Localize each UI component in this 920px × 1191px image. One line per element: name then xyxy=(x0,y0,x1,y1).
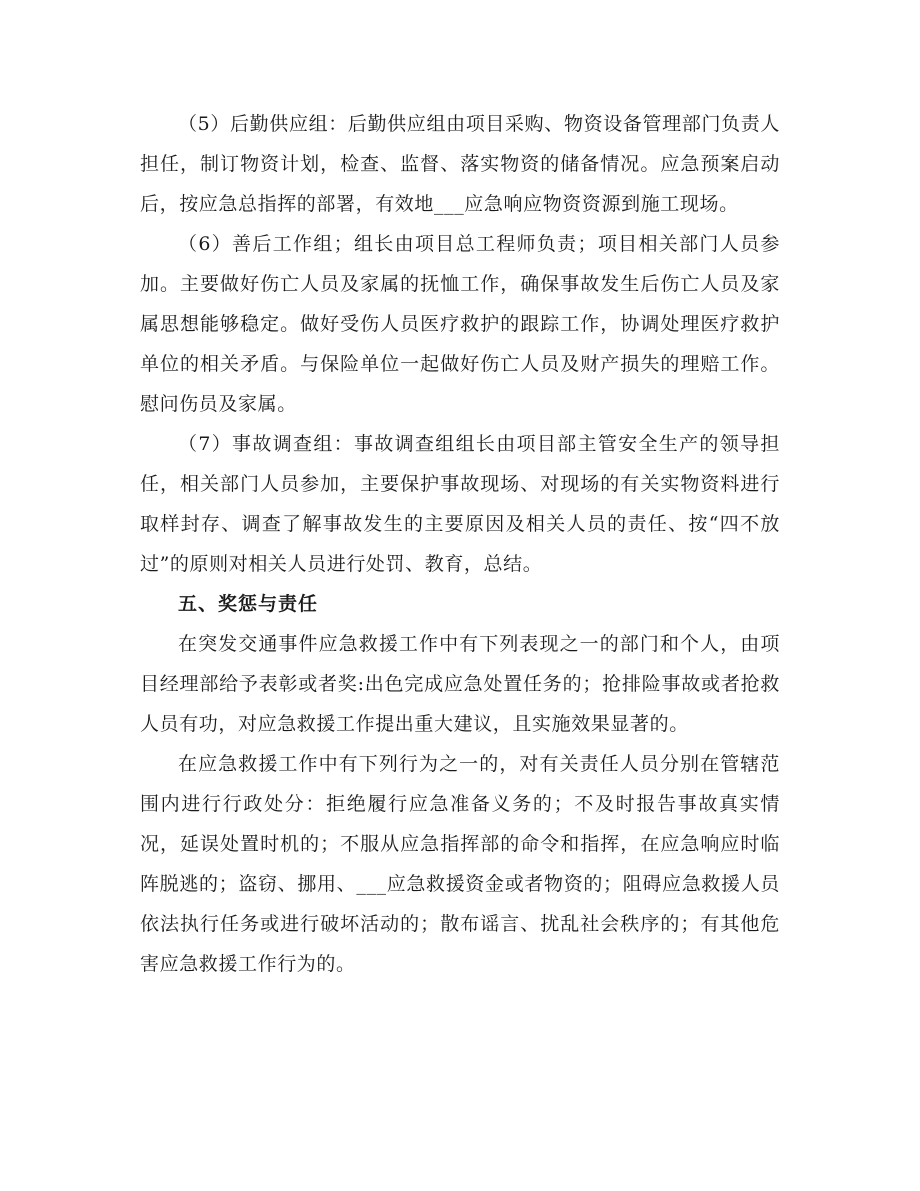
paragraph-penalties: 在应急救援工作中有下列行为之一的，对有关责任人员分别在管辖范围内进行行政处分：拒绝履行应急准备义务的；不及时报告事故真实情况，延误处置时机的；不服从应急指挥部的命令和指挥，在应急响应时临阵脱逃的；盗窃、挪用、___应急救援资金或者物资的；阻碍应急救援人员依法执行任务或进行破坏活动的；散布谣言、扰乱社会秩序的；有其他危害应急救援工作行为的。 xyxy=(140,753,780,975)
document-body xyxy=(140,104,780,984)
paragraph-rewards: 在突发交通事件应急救援工作中有下列表现之一的部门和个人，由项目经理部给予表彰或者奖:出色完成应急处置任务的；抢排险事故或者抢救人员有功，对应急救援工作提出重大建议，且实施效果显著的。 xyxy=(140,633,780,735)
section-heading-rewards-penalties: 五、奖惩与责任 xyxy=(178,593,319,615)
paragraph-aftermath-group: （6）善后工作组；组长由项目总工程师负责；项目相关部门人员参加。主要做好伤亡人员及家属的抚恤工作，确保事故发生后伤亡人员及家属思想能够稳定。做好受伤人员医疗救护的跟踪工作，协调处理医疗救护单位的相关矛盾。与保险单位一起做好伤亡人员及财产损失的理赔工作。慰问伤员及家属。 xyxy=(140,233,780,415)
paragraph-investigation-group: （7）事故调查组：事故调查组组长由项目部主管安全生产的领导担任，相关部门人员参加，主要保护事故现场、对现场的有关实物资料进行取样封存、调查了解事故发生的主要原因及相关人员的责任、按“四不放过”的原则对相关人员进行处罚、教育，总结。 xyxy=(140,433,780,575)
paragraph-logistics-group: （5）后勤供应组：后勤供应组由项目采购、物资设备管理部门负责人担任，制订物资计划，检查、监督、落实物资的储备情况。应急预案启动后，按应急总指挥的部署，有效地___应急响应物资资源到施工现场。 xyxy=(140,113,780,215)
